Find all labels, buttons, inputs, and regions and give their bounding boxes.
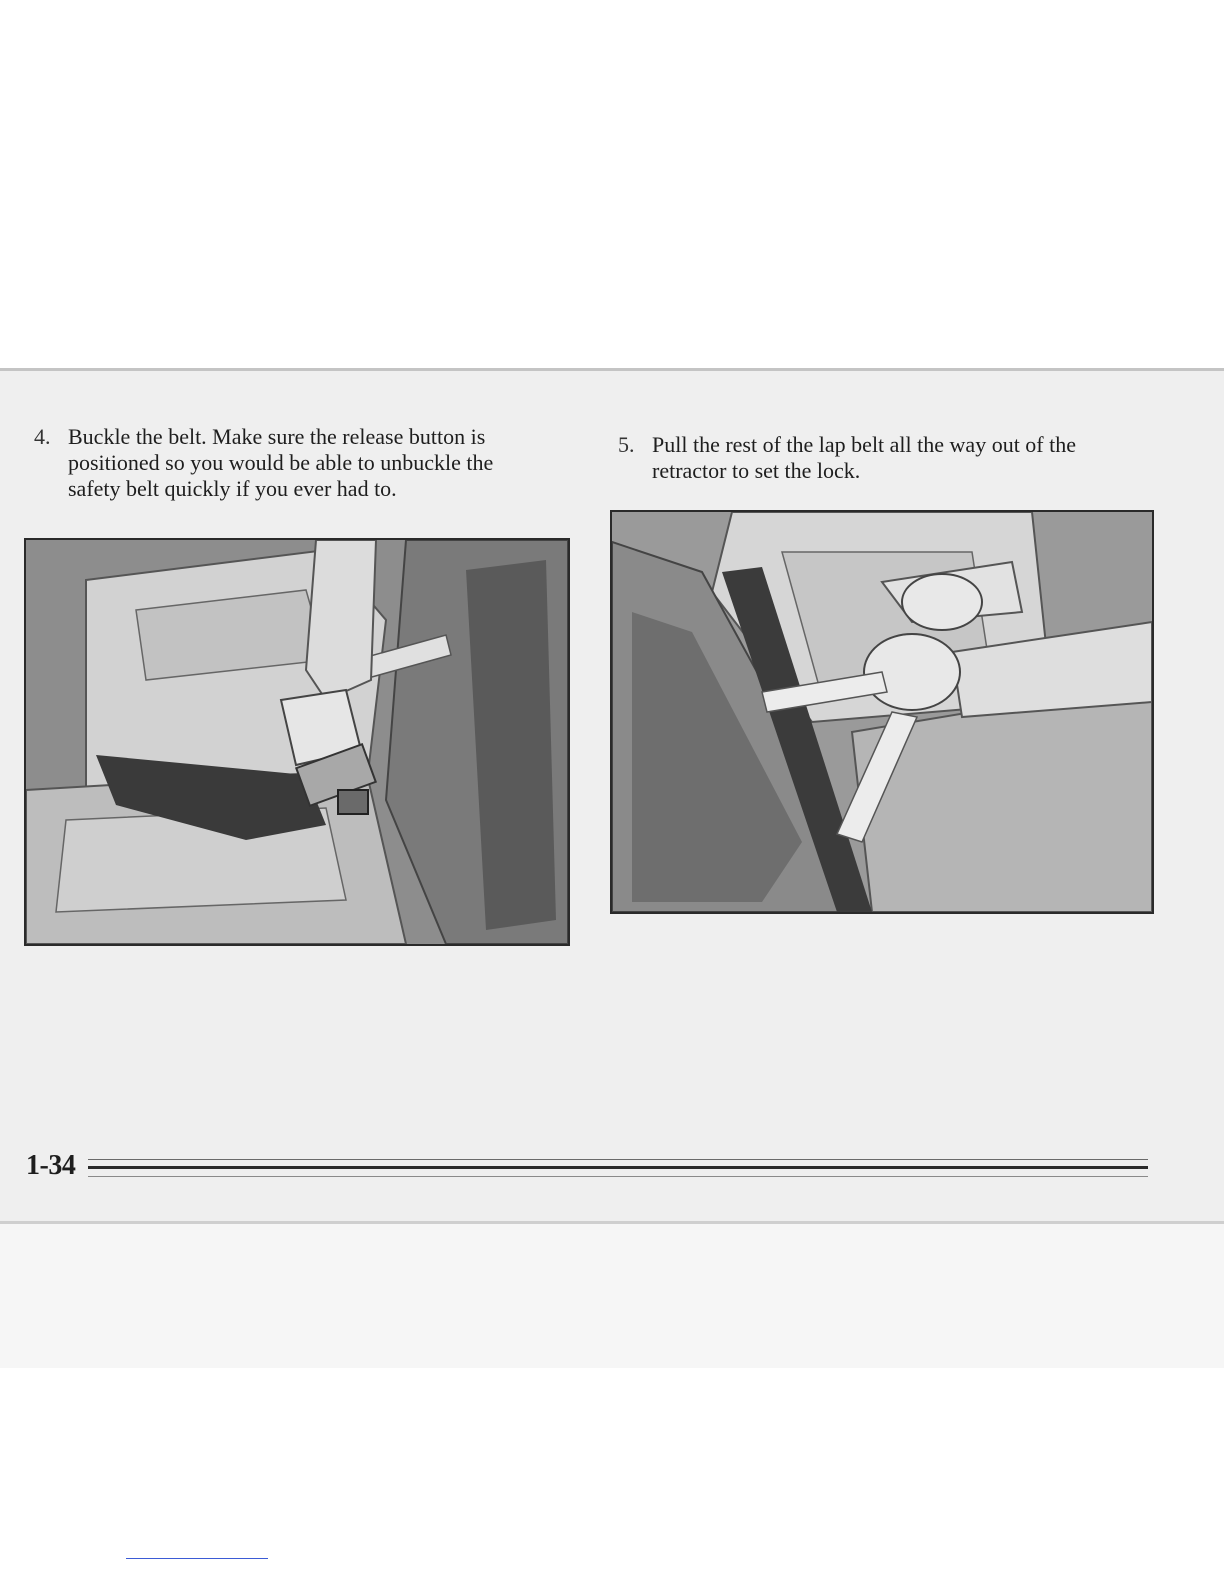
step-5 <box>618 432 1128 484</box>
step-4-text: Buckle the belt. Make sure the release button is positioned so you would be able to unbuckle the safety belt quickly if you ever had to. <box>68 424 494 501</box>
retractor-illustration <box>610 510 1154 914</box>
footer-rule-bottom <box>88 1176 1148 1177</box>
step-4 <box>34 424 534 502</box>
page-number: 1-34 <box>26 1150 76 1181</box>
footer-rule <box>88 1166 1148 1169</box>
footer-link-underline <box>126 1558 268 1559</box>
step-4-number: 4. <box>34 424 51 449</box>
retractor-illustration-drawing <box>612 512 1152 912</box>
step-5-text: Pull the rest of the lap belt all the way out of the retractor to set the lock. <box>652 432 1077 483</box>
step-5-number: 5. <box>618 432 635 457</box>
buckle-illustration-drawing <box>26 540 568 944</box>
page-gap <box>0 1224 1224 1368</box>
buckle-illustration <box>24 538 570 946</box>
footer-rule-top <box>88 1159 1148 1160</box>
